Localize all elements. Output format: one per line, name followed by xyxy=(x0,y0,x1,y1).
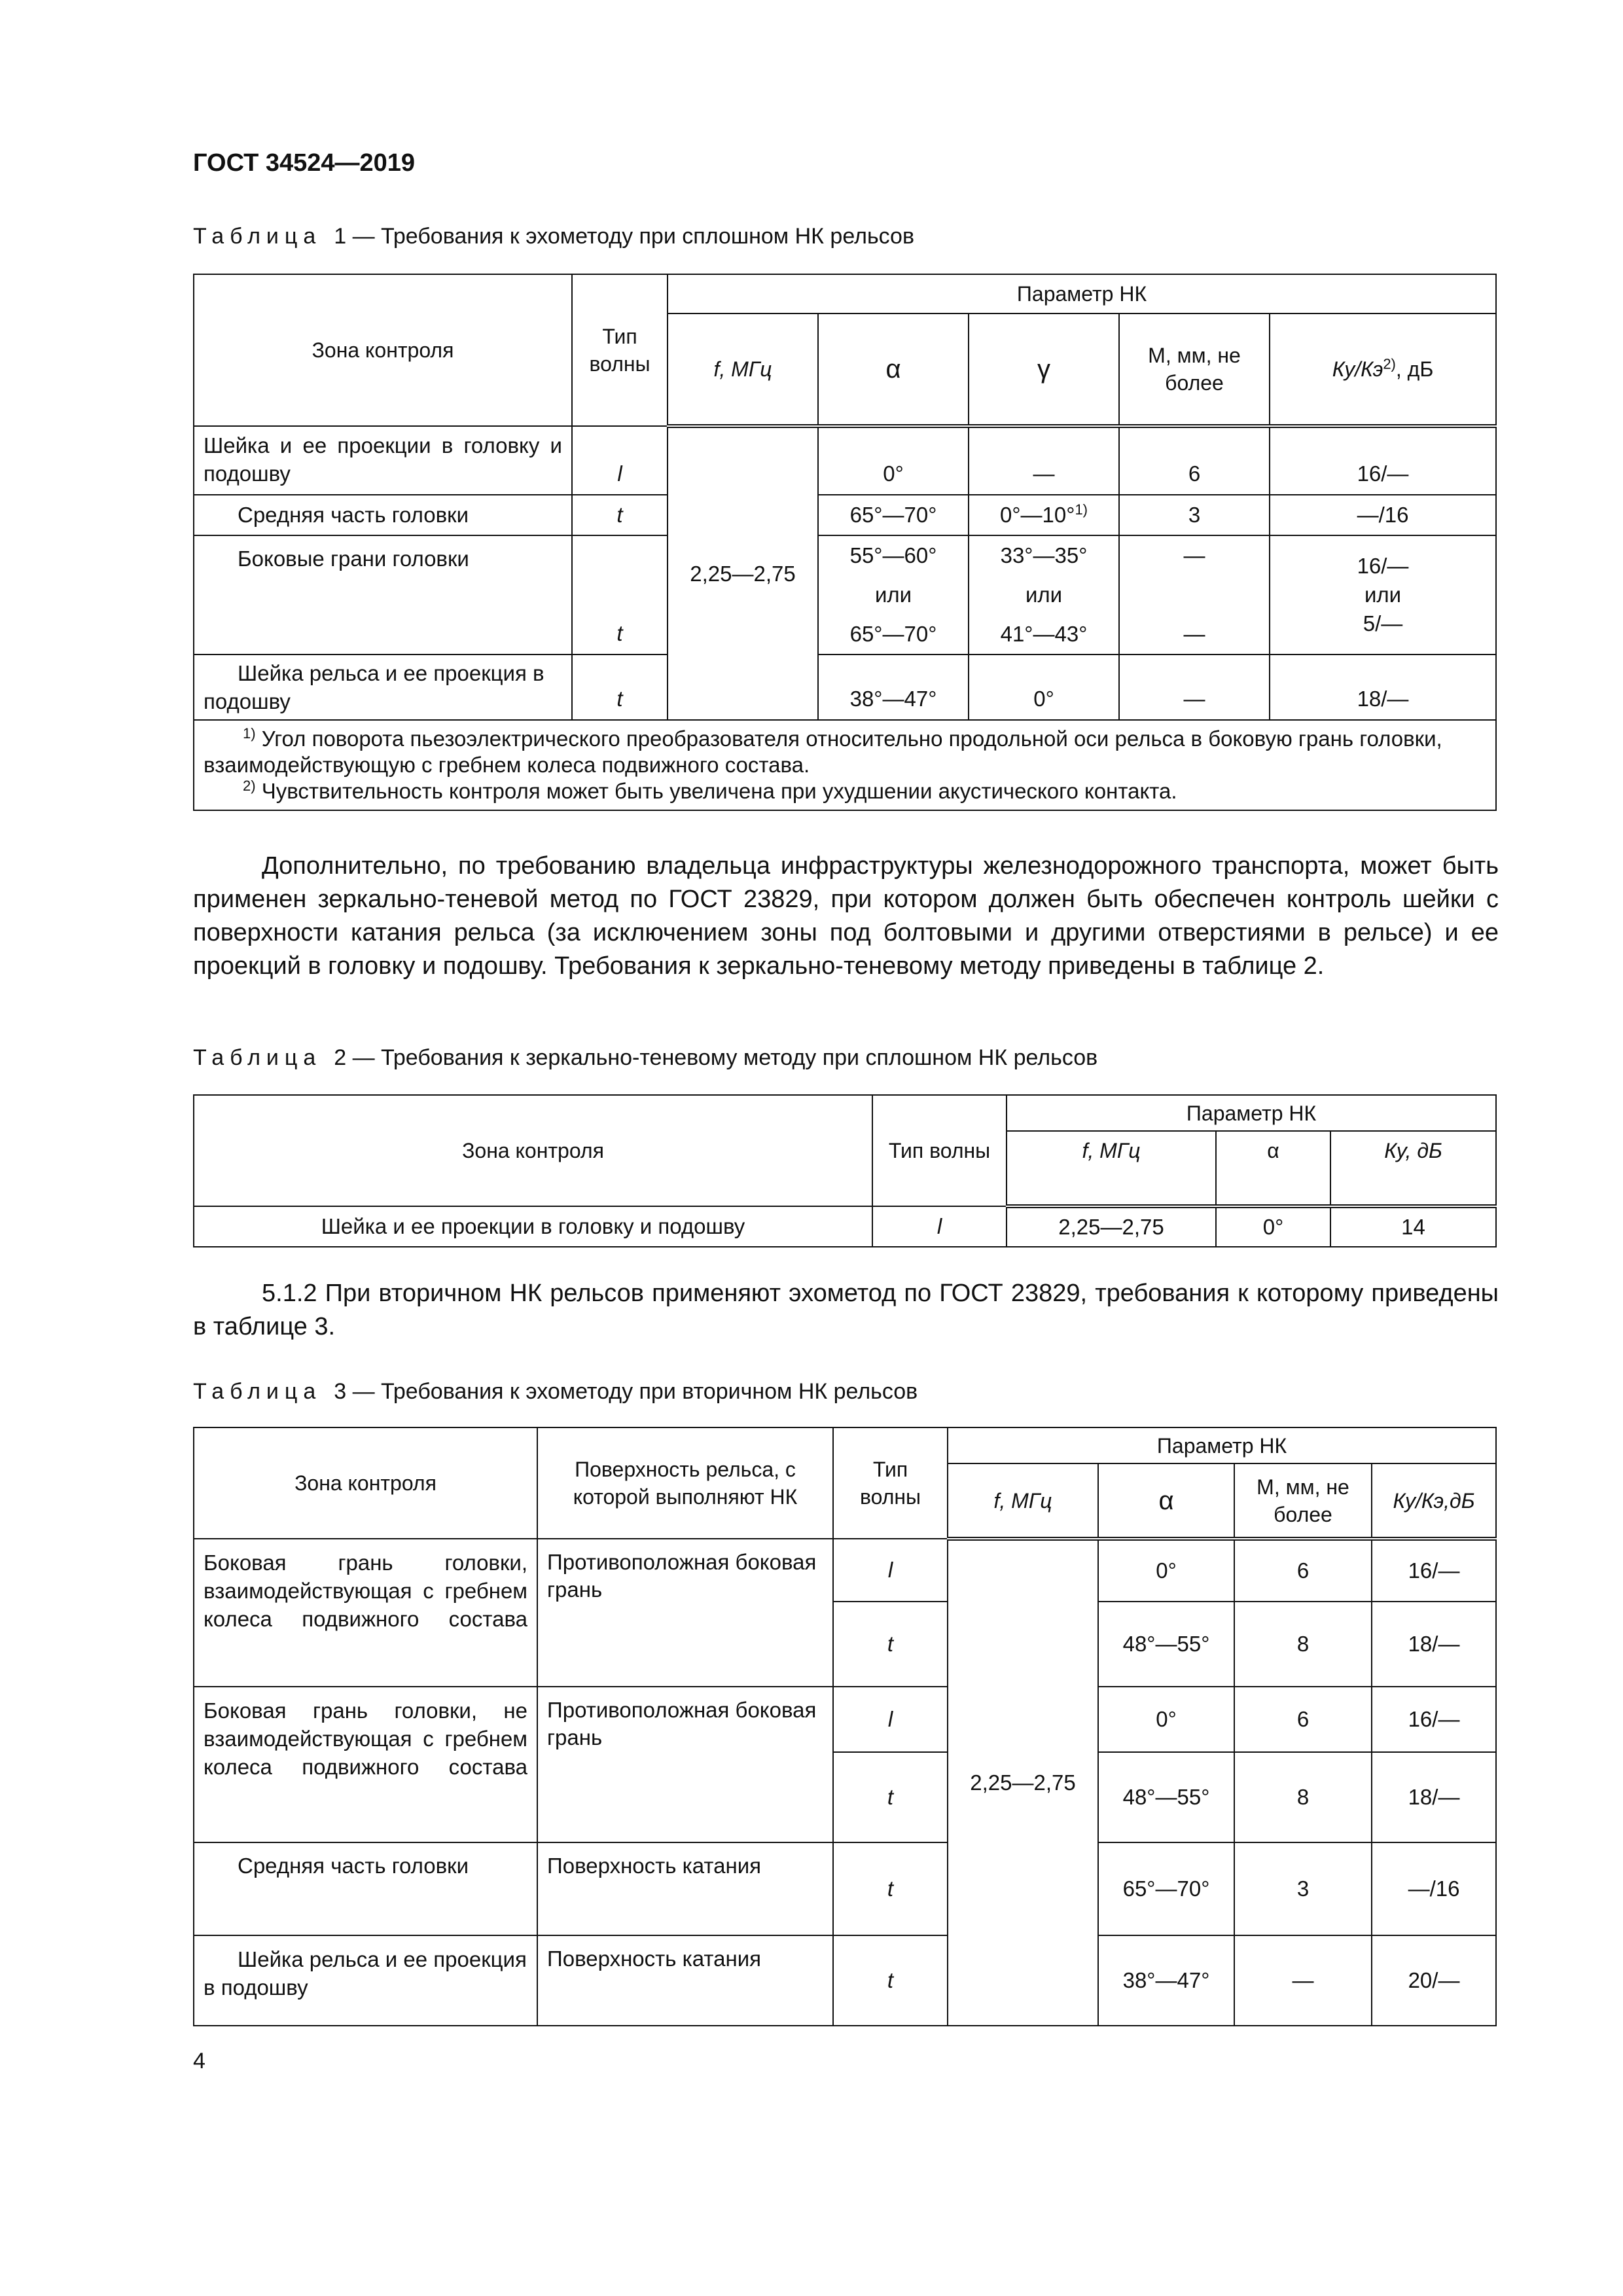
t1-r3-ky xyxy=(1270,535,1496,655)
t3-g1-r1-alpha: 0° xyxy=(1098,1539,1234,1602)
t3-g4-r1-m: — xyxy=(1234,1935,1372,2026)
t1-r3-wave: t xyxy=(572,535,668,655)
t1-r4-alpha: 38°—47° xyxy=(818,655,969,720)
paragraph-1 xyxy=(193,850,1499,983)
t1-head-ky xyxy=(1270,314,1496,426)
t3-g3-r1-m: 3 xyxy=(1234,1842,1372,1935)
t1-r1-alpha: 0° xyxy=(818,426,969,495)
t1-r2-zone: Средняя часть головки xyxy=(194,495,572,535)
t3-g2-r1-alpha: 0° xyxy=(1098,1687,1234,1752)
t1-footnote-2-text: Чувствительность контроля может быть увеличена при ухудшении акустического контакта. xyxy=(261,779,1177,803)
table3 xyxy=(193,1427,1497,2026)
table1-caption-text: 1 — Требования к эхометоду при сплошном НК рельсов xyxy=(334,224,915,249)
t2-row-ky: 14 xyxy=(1330,1206,1496,1247)
table1 xyxy=(193,274,1497,811)
t1-r3-ky1: 16/— xyxy=(1357,554,1409,578)
t3-g4-r1-ky: 20/— xyxy=(1372,1935,1496,2026)
t3-g2-r2-wave: t xyxy=(833,1752,948,1842)
t1-r1-zone: Шейка и ее проекции в головку и подошву xyxy=(194,426,572,495)
t1-r3-alpha xyxy=(818,535,969,655)
t3-g3-zone: Средняя часть головки xyxy=(194,1842,537,1935)
t3-g1-zone: Боковая грань головки, взаимодействующая с гребнем колеса подвижного состава xyxy=(194,1539,537,1687)
t3-g2-r2-ky: 18/— xyxy=(1372,1752,1496,1842)
t2-head-alpha: α xyxy=(1216,1131,1330,1206)
t1-r4-zone: Шейка рельса и ее проекция в подошву xyxy=(194,655,572,720)
t1-head-f: f, МГц xyxy=(668,314,818,426)
page-number: 4 xyxy=(193,2049,205,2073)
t3-head-wave: Тип волны xyxy=(833,1427,948,1539)
table1-caption-word: Таблица xyxy=(193,224,322,249)
t3-g2-r1-wave: l xyxy=(833,1687,948,1752)
t1-r3-alpha1: 55°—60° xyxy=(849,543,937,567)
t1-head-alpha: α xyxy=(818,314,969,426)
t1-r1-m: 6 xyxy=(1119,426,1270,495)
t2-head-zone: Зона контроля xyxy=(194,1095,872,1206)
table3-caption xyxy=(193,1379,918,1405)
t3-g1-r1-m: 6 xyxy=(1234,1539,1372,1602)
t1-r2-alpha: 65°—70° xyxy=(818,495,969,535)
t1-r3-m2: — xyxy=(1183,622,1205,646)
t1-footnote-1-text: Угол поворота пьезоэлектрического преобразователя относительно продольной оси рельса в боковую грань головки, взаимодействующую с гребнем колеса подвижного состава. xyxy=(204,726,1442,777)
t3-g1-r1-ky: 16/— xyxy=(1372,1539,1496,1602)
table2-caption-text: 2 — Требования к зеркально-теневому методу при сплошном НК рельсов xyxy=(334,1045,1098,1070)
t1-r2-m: 3 xyxy=(1119,495,1270,535)
t1-r3-alpha2: 65°—70° xyxy=(849,622,937,646)
t2-head-f: f, МГц xyxy=(1007,1131,1216,1206)
t1-footnote-1-mark: 1) xyxy=(243,725,256,742)
t3-g2-surface: Противоположная боковая грань xyxy=(537,1687,833,1842)
t3-head-zone: Зона контроля xyxy=(194,1427,537,1539)
table1-caption xyxy=(193,224,914,249)
t1-footnotes xyxy=(194,720,1496,810)
t1-r3-m1: — xyxy=(1183,543,1205,567)
t1-footnote-1 xyxy=(204,726,1486,778)
t1-r2-gamma-text: 0°—10° xyxy=(999,503,1075,527)
t3-g3-r1-ky: —/16 xyxy=(1372,1842,1496,1935)
table3-caption-word: Таблица xyxy=(193,1379,322,1404)
t3-g4-r1-alpha: 38°—47° xyxy=(1098,1935,1234,2026)
t1-r3-gamma2: 41°—43° xyxy=(1000,622,1088,646)
t1-r3-m xyxy=(1119,535,1270,655)
t1-r2-wave: t xyxy=(572,495,668,535)
t3-g2-r2-m: 8 xyxy=(1234,1752,1372,1842)
t1-r3-ky-or: или xyxy=(1364,583,1402,607)
t3-head-ky: Ку/Кэ,дБ xyxy=(1372,1463,1496,1539)
t3-g1-r2-alpha: 48°—55° xyxy=(1098,1602,1234,1687)
t3-head-param: Параметр НК xyxy=(948,1427,1496,1463)
t3-g4-zone: Шейка рельса и ее проекция в подошву xyxy=(194,1935,537,2026)
t1-r1-ky: 16/— xyxy=(1270,426,1496,495)
t1-r1-gamma: — xyxy=(969,426,1119,495)
t3-head-m: M, мм, не более xyxy=(1234,1463,1372,1539)
t1-freq: 2,25—2,75 xyxy=(668,426,818,720)
t1-r4-gamma: 0° xyxy=(969,655,1119,720)
t1-head-ky-unit: , дБ xyxy=(1395,357,1434,381)
t1-head-ky-text: Ку/Кэ xyxy=(1332,357,1383,381)
t3-g2-r2-alpha: 48°—55° xyxy=(1098,1752,1234,1842)
t3-g4-surface: Поверхность катания xyxy=(537,1935,833,2026)
paragraph-2-text: 5.1.2 При вторичном НК рельсов применяют эхометод по ГОСТ 23829, требования к которому приведены в таблице 3. xyxy=(193,1280,1499,1340)
t2-head-param: Параметр НК xyxy=(1007,1095,1496,1131)
t1-head-zone: Зона контроля xyxy=(194,274,572,426)
t3-g1-surface: Противоположная боковая грань xyxy=(537,1539,833,1687)
t1-r3-alpha-or: или xyxy=(874,583,912,607)
t3-g4-r1-wave: t xyxy=(833,1935,948,2026)
table2-caption xyxy=(193,1045,1097,1071)
t2-row-zone: Шейка и ее проекции в головку и подошву xyxy=(194,1206,872,1247)
t1-r3-zone: Боковые грани головки xyxy=(194,535,572,655)
t1-r3-ky2: 5/— xyxy=(1363,611,1403,636)
t1-head-wave: Тип волны xyxy=(572,274,668,426)
t2-row-wave: l xyxy=(872,1206,1007,1247)
table2 xyxy=(193,1094,1497,1247)
paragraph-1-text: Дополнительно, по требованию владельца инфраструктуры железнодорожного транспорта, может быть применен зеркально-теневой метод по ГОСТ 23829, при котором должен быть обеспечен контроль шейки с поверхности катания рельса (за исключением зоны под болтовыми и другими отверстиями в рельсе) и ее проекций в головку и подошву. Требования к зеркально-теневому методу приведены в таблице 2. xyxy=(193,852,1499,980)
t1-head-param: Параметр НК xyxy=(668,274,1496,314)
t3-head-alpha: α xyxy=(1098,1463,1234,1539)
table3-caption-text: 3 — Требования к эхометоду при вторичном НК рельсов xyxy=(334,1379,918,1404)
t1-r2-gamma xyxy=(969,495,1119,535)
t1-footnote-2 xyxy=(204,778,1486,804)
t2-head-ky: Ку, дБ xyxy=(1330,1131,1496,1206)
t1-head-ky-sup: 2) xyxy=(1383,355,1396,372)
t1-r2-gamma-sup: 1) xyxy=(1075,501,1088,518)
t3-head-f: f, МГц xyxy=(948,1463,1098,1539)
t3-g1-r2-ky: 18/— xyxy=(1372,1602,1496,1687)
t3-g2-r1-ky: 16/— xyxy=(1372,1687,1496,1752)
t2-row-f: 2,25—2,75 xyxy=(1007,1206,1216,1247)
t1-r3-gamma xyxy=(969,535,1119,655)
t3-freq: 2,25—2,75 xyxy=(948,1539,1098,2026)
t1-r4-m: — xyxy=(1119,655,1270,720)
t2-row-alpha: 0° xyxy=(1216,1206,1330,1247)
t3-g1-r1-wave: l xyxy=(833,1539,948,1602)
t3-g3-r1-alpha: 65°—70° xyxy=(1098,1842,1234,1935)
t3-g2-zone: Боковая грань головки, не взаимодействующая с гребнем колеса подвижного состава xyxy=(194,1687,537,1842)
t3-g1-r2-m: 8 xyxy=(1234,1602,1372,1687)
t1-head-gamma: γ xyxy=(969,314,1119,426)
paragraph-2 xyxy=(193,1277,1499,1344)
t3-g1-r2-wave: t xyxy=(833,1602,948,1687)
t1-footnote-2-mark: 2) xyxy=(243,778,256,794)
document-header: ГОСТ 34524—2019 xyxy=(193,149,416,177)
t1-r3-gamma1: 33°—35° xyxy=(1000,543,1088,567)
t3-head-surface: Поверхность рельса, с которой выполняют НК xyxy=(537,1427,833,1539)
t1-r2-ky: —/16 xyxy=(1270,495,1496,535)
t3-g3-r1-wave: t xyxy=(833,1842,948,1935)
table2-caption-word: Таблица xyxy=(193,1045,322,1070)
t2-head-wave: Тип волны xyxy=(872,1095,1007,1206)
t3-g3-surface: Поверхность катания xyxy=(537,1842,833,1935)
t1-r3-gamma-or: или xyxy=(1025,583,1063,607)
t1-r4-ky: 18/— xyxy=(1270,655,1496,720)
t1-r4-wave: t xyxy=(572,655,668,720)
t3-g2-r1-m: 6 xyxy=(1234,1687,1372,1752)
t1-head-m: M, мм, не более xyxy=(1119,314,1270,426)
t1-r1-wave: l xyxy=(572,426,668,495)
